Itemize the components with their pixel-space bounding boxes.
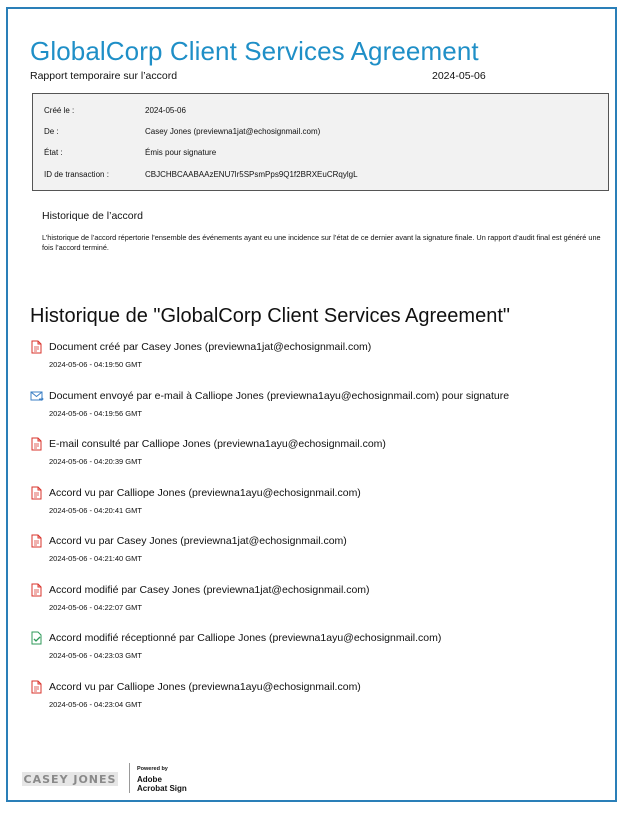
document-icon xyxy=(30,583,44,597)
report-date: 2024-05-06 xyxy=(432,70,486,82)
event-text: Accord modifié par Casey Jones (previewna1jat@echosignmail.com) xyxy=(49,583,370,596)
event-timestamp: 2024-05-06 - 04:20:39 GMT xyxy=(49,457,142,466)
event-timestamp: 2024-05-06 - 04:23:03 GMT xyxy=(49,651,142,660)
document-check-icon xyxy=(30,631,44,645)
document-title: GlobalCorp Client Services Agreement xyxy=(30,36,479,66)
info-value: Casey Jones (previewna1jat@echosignmail.com) xyxy=(145,127,321,136)
casey-jones-logo xyxy=(22,770,118,788)
event-timestamp: 2024-05-06 - 04:19:50 GMT xyxy=(49,360,142,369)
footer-divider xyxy=(129,763,130,793)
event-text: Document créé par Casey Jones (previewna1jat@echosignmail.com) xyxy=(49,341,372,353)
info-value: 2024-05-06 xyxy=(145,106,186,115)
info-value: Émis pour signature xyxy=(145,148,217,157)
logo-text: CASEY JONES xyxy=(23,773,117,786)
info-label: ID de transaction : xyxy=(44,170,109,179)
event-timestamp: 2024-05-06 - 04:23:04 GMT xyxy=(49,699,142,709)
event-timestamp: 2024-05-06 - 04:22:07 GMT xyxy=(49,602,142,612)
info-value: CBJCHBCAABAAzENU7lr5SPsmPps9Q1f2BRXEuCRqylgL xyxy=(145,170,358,179)
event-text: Document envoyé par e-mail à Calliope Jones (previewna1ayu@echosignmail.com) pour signature xyxy=(49,389,510,402)
document-icon xyxy=(30,534,44,548)
adobe-acrobat-sign-logo xyxy=(137,775,187,793)
document-icon xyxy=(30,486,44,500)
info-label: Créé le : xyxy=(44,106,75,115)
section-title: Historique de "GlobalCorp Client Services Agreement" xyxy=(30,305,510,327)
event-text: Accord vu par Calliope Jones (previewna1ayu@echosignmail.com) xyxy=(49,486,361,499)
email-send-icon xyxy=(30,389,44,403)
powered-by-label: Powered by xyxy=(137,766,168,772)
adobe-label: Adobe xyxy=(137,775,162,784)
info-label: De : xyxy=(44,127,59,136)
document-icon xyxy=(30,437,44,451)
agreement-info-box xyxy=(32,93,609,191)
info-label: État : xyxy=(44,148,63,157)
report-subtitle: Rapport temporaire sur l’accord xyxy=(30,70,178,82)
event-timestamp: 2024-05-06 - 04:20:41 GMT xyxy=(49,505,142,515)
document-icon xyxy=(30,680,44,694)
history-heading: Historique de l’accord xyxy=(42,210,143,222)
document-icon xyxy=(30,340,44,354)
acrobat-sign-label: Acrobat Sign xyxy=(137,784,187,793)
event-text: Accord modifié réceptionné par Calliope Jones (previewna1ayu@echosignmail.com) xyxy=(49,632,442,644)
event-text: E-mail consulté par Calliope Jones (previewna1ayu@echosignmail.com) xyxy=(49,438,386,450)
event-text: Accord vu par Calliope Jones (previewna1ayu@echosignmail.com) xyxy=(49,680,361,693)
event-timestamp: 2024-05-06 - 04:19:56 GMT xyxy=(49,408,142,418)
event-text: Accord vu par Casey Jones (previewna1jat@echosignmail.com) xyxy=(49,535,347,547)
history-description: L’historique de l’accord répertorie l’ensemble des événements ayant eu une incidence sur l’état de ce dernier avant la signature finale. Un rapport d’audit final est généré une fois l’accord terminé. xyxy=(42,233,601,252)
event-timestamp: 2024-05-06 - 04:21:40 GMT xyxy=(49,554,142,563)
